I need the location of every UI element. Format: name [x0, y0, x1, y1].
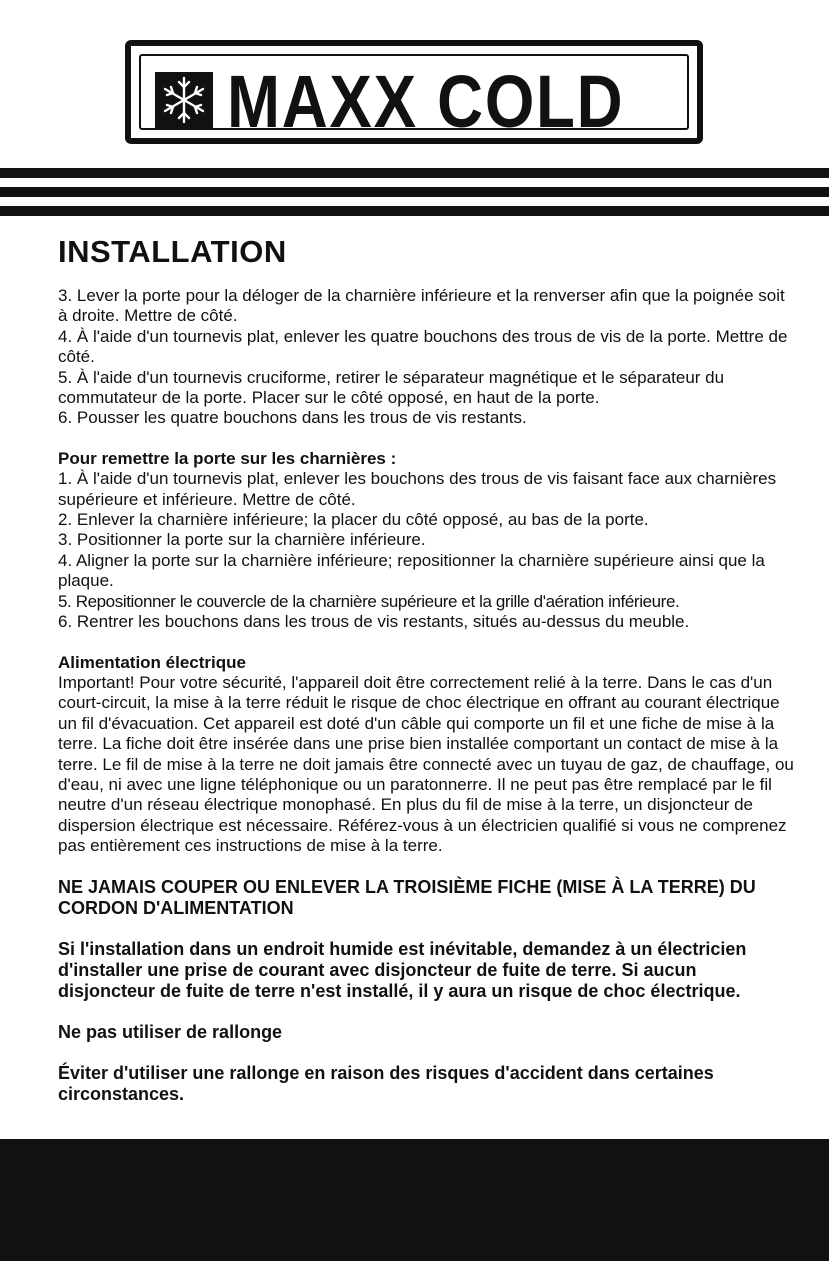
- step-item: 2. Enlever la charnière inférieure; la placer du côté opposé, au bas de la porte.: [58, 510, 649, 530]
- header-stripe: [0, 168, 829, 178]
- step-item: 4. À l'aide d'un tournevis plat, enlever les quatre bouchons des trous de vis de la porte. Mettre de côté.: [58, 326, 788, 367]
- spacer: [58, 1043, 798, 1063]
- spacer: [58, 633, 798, 653]
- snowflake-icon: [155, 72, 213, 128]
- step-item: 6. Rentrer les bouchons dans les trous de vis restants, situés au-dessus du meuble.: [58, 612, 690, 632]
- spacer: [58, 1002, 798, 1022]
- document-body: [58, 232, 798, 1105]
- page-title: INSTALLATION: [58, 234, 287, 269]
- brand-logo: [125, 40, 703, 144]
- spacer: [58, 919, 798, 939]
- step-item: 5. Repositionner le couvercle de la charnière supérieure et la grille d'aération inférieure.: [58, 591, 680, 611]
- step-item: 6. Pousser les quatre bouchons dans les trous de vis restants.: [58, 408, 527, 428]
- power-paragraph: Important! Pour votre sécurité, l'appareil doit être correctement relié à la terre. Dans le cas d'un court-circuit, la mise à la terre réduit le risque de choc électrique en offrant au courant électrique un fil d'évacuation. Cet appareil est doté d'un câble qui comporte un fil et une fiche de mise à la terre. La fiche doit être insérée dans une prise bien installée comportant un contact de mise à la terre. Le fil de mise à la terre ne doit jamais être connecté avec un tuyau de gaz, de chauffage, ou d'eau, ni avec une ligne téléphonique ou un paratonnerre. Il ne peut pas être remplacé par le fil neutre d'un réseau électrique monophasé. En plus du fil de mise à la terre, un disjoncteur de dispersion électrique est nécessaire. Référez-vous à un électricien qualifié si vous ne comprenez pas entièrement ces instructions de mise à la terre.: [58, 672, 794, 856]
- extension-paragraph: Éviter d'utiliser une rallonge en raison des risques d'accident dans certaines circonstances.: [58, 1062, 714, 1104]
- brand-name: MAXX COLD: [227, 60, 625, 143]
- step-item: 1. À l'aide d'un tournevis plat, enlever les bouchons des trous de vis faisant face aux charnières supérieure et inférieure. Mettre de côté.: [58, 469, 777, 509]
- step-item: 3. Positionner la porte sur la charnière inférieure.: [58, 530, 426, 550]
- ground-plug-warning: NE JAMAIS COUPER OU ENLEVER LA TROISIÈME FICHE (MISE À LA TERRE) DU CORDON D'ALIMENTATION: [58, 876, 756, 918]
- humid-location-warning: Si l'installation dans un endroit humide est inévitable, demandez à un électricien d'installer une prise de courant avec disjoncteur de fuite de terre. Si aucun disjoncteur de fuite de terre n'est installé, il y aura un risque de choc électrique.: [58, 938, 747, 1001]
- step-item: 4. Aligner la porte sur la charnière inférieure; repositionner la charnière supérieure ainsi que la plaque.: [58, 550, 765, 591]
- footer-bar: [0, 1139, 829, 1261]
- header-stripe: [0, 187, 829, 197]
- extension-heading: Ne pas utiliser de rallonge: [58, 1021, 283, 1042]
- spacer: [58, 429, 798, 449]
- logo-inner-border: [139, 54, 689, 143]
- section-heading-power: Alimentation électrique: [58, 652, 246, 672]
- step-item: 5. À l'aide d'un tournevis cruciforme, retirer le séparateur magnétique et le séparateur du commutateur de la porte. Placer sur le côté opposé, en haut de la porte.: [58, 367, 725, 408]
- section-heading-door: Pour remettre la porte sur les charnières :: [58, 448, 397, 468]
- spacer: [58, 857, 798, 877]
- step-item: 3. Lever la porte pour la déloger de la charnière inférieure et la renverser afin que la poignée soit à droite. Mettre de côté.: [58, 286, 785, 326]
- header-stripe: [0, 206, 829, 216]
